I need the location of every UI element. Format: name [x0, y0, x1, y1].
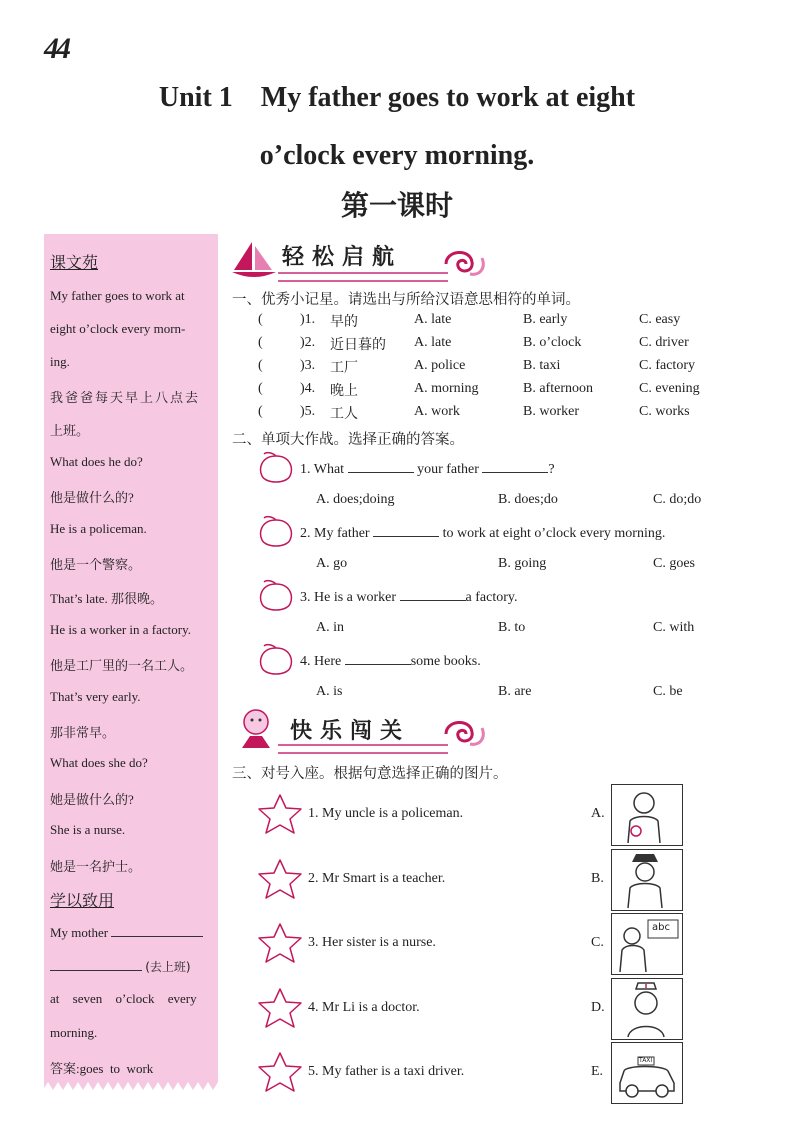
picture-letter: C. — [591, 935, 604, 950]
sidebar-line: My father goes to work at — [50, 288, 185, 303]
match-sentence: 1. My uncle is a policeman. — [308, 806, 464, 821]
choice-question: 3. He is a worker a factory. — [300, 590, 518, 605]
picture-letter: E. — [591, 1064, 604, 1079]
option-c: C. be — [653, 684, 683, 699]
sidebar-line: 她是一名护士。 — [50, 859, 142, 874]
page-number: 44 — [44, 32, 68, 65]
unit-title-line1: Unit 1 My father goes to work at eight — [158, 82, 636, 113]
answer-blank[interactable] — [111, 924, 203, 937]
doctor-icon — [611, 784, 683, 846]
exercise-line: (去上班) — [50, 958, 216, 975]
policeman-icon — [611, 849, 683, 911]
option-a: A. go — [316, 556, 348, 571]
answer-blank[interactable] — [373, 524, 439, 537]
sidebar-line: 那非常早。 — [50, 725, 116, 740]
unit-title-line2: o’clock every morning. — [259, 140, 535, 171]
sailboat-icon — [230, 238, 278, 282]
sidebar-line: That’s late. 那很晚。 — [50, 591, 164, 606]
option-a: A. does;doing — [316, 492, 395, 507]
sidebar-panel — [44, 234, 218, 1082]
cartoon-kid-icon — [230, 706, 282, 752]
picture-letter: B. — [591, 871, 604, 886]
sidebar-line: What does she do? — [50, 755, 148, 770]
answer-blank[interactable] — [345, 652, 411, 665]
peach-icon — [256, 514, 296, 552]
sidebar-line: He is a policeman. — [50, 521, 147, 536]
sidebar-line: 他是工厂里的一名工人。 — [50, 658, 194, 673]
option-c: C. with — [653, 620, 695, 635]
section-2-title: 二、单项大作战。选择正确的答案。 — [232, 432, 464, 448]
sidebar-line: That’s very early. — [50, 689, 141, 704]
sidebar-zigzag-edge — [44, 1080, 218, 1094]
sidebar-line: He is a worker in a factory. — [50, 622, 192, 637]
section-3-title: 三、对号入座。根据句意选择正确的图片。 — [232, 766, 508, 782]
swirl-icon — [440, 244, 488, 282]
answer-blank[interactable] — [348, 460, 414, 473]
sidebar-heading-exercise: 学以致用 — [50, 891, 115, 910]
banner-underline — [278, 744, 448, 754]
option-b: B. are — [498, 684, 532, 699]
star-icon — [256, 921, 304, 965]
sidebar-heading-text: 课文苑 — [50, 253, 99, 272]
option-a: A. in — [316, 620, 344, 635]
option-c: C. do;do — [653, 492, 702, 507]
sidebar-line: 我爸爸每天早上八点去 — [50, 390, 201, 405]
exercise-line: morning. — [50, 1025, 98, 1040]
match-sentence: 4. Mr Li is a doctor. — [308, 1000, 420, 1015]
choice-question: 1. What your father ? — [300, 462, 555, 477]
exercise-line: My mother — [50, 924, 216, 941]
answer-blank[interactable] — [400, 588, 466, 601]
taxi-icon — [611, 1042, 683, 1104]
match-sentence: 2. Mr Smart is a teacher. — [308, 871, 446, 886]
peach-icon — [256, 578, 296, 616]
sidebar-line: eight o’clock every morn- — [50, 321, 186, 336]
lesson-title: 第一课时 — [340, 189, 453, 222]
nurse-icon — [611, 978, 683, 1040]
option-b: B. going — [498, 556, 547, 571]
banner-title: 轻松启航 — [282, 245, 403, 270]
option-a: A. is — [316, 684, 343, 699]
taxi-sign-text: TAXI — [639, 1057, 653, 1064]
option-b: B. to — [498, 620, 526, 635]
answer-blank[interactable] — [50, 958, 142, 971]
sidebar-line: 他是一个警察。 — [50, 557, 142, 572]
choice-question: 4. Here some books. — [300, 654, 481, 669]
exercise-answer: 答案:goes to work — [50, 1061, 154, 1076]
option-b: B. does;do — [498, 492, 558, 507]
banner-underline — [278, 272, 448, 282]
blackboard-text: abc — [652, 922, 670, 933]
exercise-line: at seven o’clock every — [50, 991, 197, 1006]
choice-question: 2. My father to work at eight o’clock every morning. — [300, 526, 666, 541]
swirl-icon — [440, 714, 488, 752]
sidebar-line: 她是做什么的? — [50, 792, 134, 807]
sidebar-line: ing. — [50, 354, 70, 369]
option-c: C. goes — [653, 556, 695, 571]
star-icon — [256, 1050, 304, 1094]
match-sentence: 3. Her sister is a nurse. — [308, 935, 436, 950]
answer-blank[interactable] — [482, 460, 548, 473]
star-icon — [256, 792, 304, 836]
picture-letter: D. — [591, 1000, 605, 1015]
picture-letter: A. — [591, 806, 605, 821]
sidebar-line: 上班。 — [50, 423, 90, 438]
teacher-icon — [611, 913, 683, 975]
section-1-title: 一、优秀小记星。请选出与所给汉语意思相符的单词。 — [232, 292, 580, 308]
sidebar-line: 他是做什么的? — [50, 490, 134, 505]
star-icon — [256, 857, 304, 901]
star-icon — [256, 986, 304, 1030]
sidebar-line: What does he do? — [50, 454, 143, 469]
match-sentence: 5. My father is a taxi driver. — [308, 1064, 465, 1079]
banner-easy-start — [230, 238, 490, 284]
peach-icon — [256, 450, 296, 488]
peach-icon — [256, 642, 296, 680]
banner-happy-challenge — [230, 706, 490, 752]
sidebar-line: She is a nurse. — [50, 822, 126, 837]
banner-title: 快乐闯关 — [290, 719, 411, 744]
